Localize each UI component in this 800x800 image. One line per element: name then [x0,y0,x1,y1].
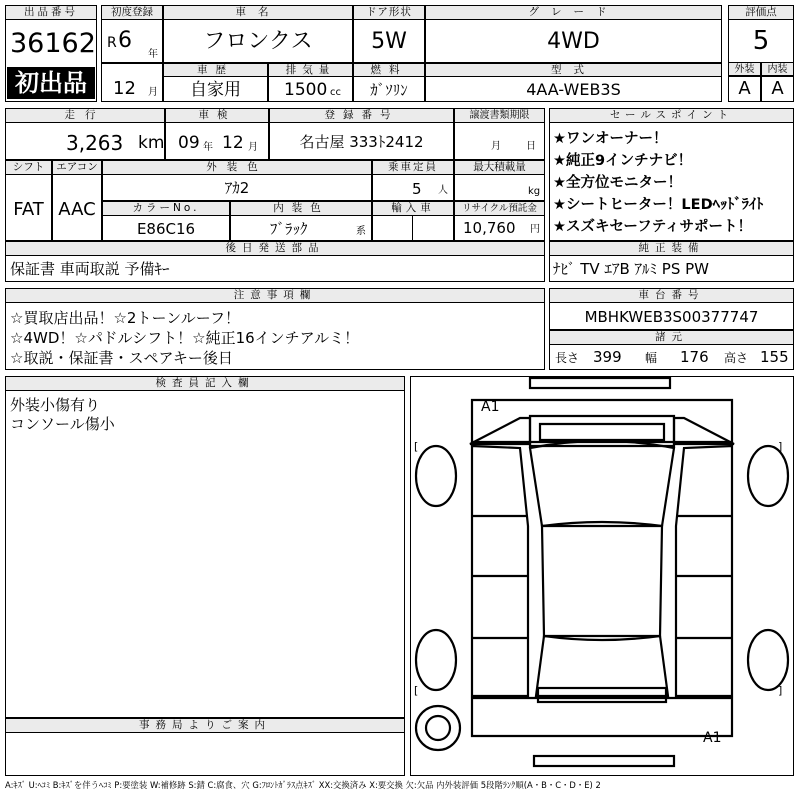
inspector-notes [10,396,115,434]
front-edge-strip [530,378,670,388]
interior-color: ﾌﾞﾗｯｸ [270,220,308,238]
displacement-unit: cc [330,87,341,98]
first-registration-year: 6 [118,28,132,53]
year-unit: 年 [148,49,158,60]
note-line: ☆取説・保証書・スペアキー後日 [10,349,233,367]
rear-bumper-outline [472,698,732,736]
standard-equipment-label: 純正装備 [549,241,794,256]
width-value: 176 [680,348,709,366]
first-listing-badge: 初出品 [7,67,95,99]
recycle-value: 10,760 [463,219,516,237]
wheel-front-right [748,446,788,506]
svg-text:]: ] [778,684,783,697]
import-label: 輸入車 [372,201,454,216]
note-line: ☆買取店出品！☆2トーンルーフ！ [10,309,241,327]
transfer-deadline-label: 譲渡書類期限 [454,108,545,123]
left-side [472,446,528,696]
selling-points-label: セールスポイント [549,108,794,123]
history-value: 自家用 [190,79,241,100]
front-right-corner [674,418,734,444]
selling-points-list [553,128,763,238]
interior-color-unit: 系 [356,226,366,237]
length-label: 長さ [555,351,580,365]
aircon-value: AAC [58,198,96,220]
transfer-day-unit: 日 [526,141,536,152]
length-value: 399 [593,348,622,366]
svg-text:[: [ [414,684,419,697]
capacity-unit: 人 [438,185,448,196]
mileage-unit: km [138,133,165,153]
hood-inner [540,424,664,440]
history-label: 車歴 [163,63,268,77]
color-no: E86C16 [136,219,196,238]
fuel-label: 燃料 [353,63,425,77]
selling-point-item: ★全方位モニター！ [553,175,682,191]
damage-mark-rear: A1 [703,730,722,746]
interior-score-label: 内装 [761,62,794,76]
registration-label: 登録番号 [269,108,454,123]
right-side [676,446,732,696]
selling-point-item: ★純正9インチナビ！ [553,153,693,169]
import-divider [412,216,413,241]
exterior-color-label: 外装色 [102,160,372,175]
wheel-rear-left [416,630,456,690]
inspection-month: 12 [222,133,244,153]
width-label: 幅 [645,351,658,365]
inspection-year-unit: 年 [203,142,213,153]
month-unit: 月 [148,87,158,98]
door-label: ドア形状 [353,5,425,20]
notes-label: 注意事項欄 [5,288,545,303]
rear-edge-strip [534,756,674,766]
office-label: 事務局よりご案内 [5,718,405,733]
door-type: 5W [371,29,407,54]
first-registration-label: 初度登録 [101,5,163,20]
dimensions-label: 諸元 [549,330,794,345]
displacement-value: 1500 [284,80,328,100]
later-parts: 保証書 車両取説 予備ｷｰ [10,260,170,278]
front-bumper-outline [472,400,732,442]
fuel-value: ｶﾞｿﾘﾝ [370,80,408,99]
shift-label: シフト [5,160,52,175]
front-left-corner [470,418,530,444]
wheel-rear-right [748,630,788,690]
interior-score: A [771,78,784,99]
score-label: 評価点 [728,5,794,20]
svg-text:]: ] [778,440,783,453]
shift-value: FAT [13,198,44,220]
wheel-front-left [416,446,456,506]
later-parts-label: 後日発送部品 [5,241,545,256]
height-label: 高さ [724,351,749,365]
selling-point-item: ★スズキセーフティサポート！ [553,219,753,235]
inspector-label: 検査員記入欄 [5,376,405,391]
car-name-label: 車名 [163,5,353,20]
roof [542,526,662,636]
notes-text [10,308,359,368]
mileage-value: 3,263 [66,131,124,155]
selling-point-item: ★シートヒーター！LEDﾍｯﾄﾞﾗｲﾄ [553,197,764,213]
height-value: 155 [760,348,789,366]
exterior-score-label: 外装 [728,62,761,76]
lot-number-label: 出品番号 [5,5,97,20]
color-no-label: カラーNo. [102,201,230,216]
chassis-number: MBHKWEB3S00377747 [584,307,759,326]
lot-number: 36162 [10,28,96,59]
note-line: ☆4WD！☆パドルシフト！☆純正16インチアルミ！ [10,329,360,347]
transfer-month-unit: 月 [491,141,501,152]
grade-value: 4WD [547,29,600,54]
capacity-value: 5 [412,180,422,198]
inspector-line: 外装小傷有り [10,396,101,414]
score-value: 5 [752,26,770,56]
recycle-unit: 円 [530,224,540,235]
aircon-label: エアコン [52,160,102,175]
chassis-label: 車台番号 [549,288,794,303]
exterior-color: ｱｶ2 [224,179,250,197]
windshield [530,441,674,526]
grade-label: グレード [425,5,722,20]
standard-equipment: ﾅﾋﾞ TV ｴｱB ｱﾙﾐ PS PW [553,260,709,278]
max-load-unit: kg [528,186,541,197]
mileage-label: 走行 [5,108,165,123]
interior-color-label: 内装色 [230,201,372,216]
capacity-label: 乗車定員 [372,160,454,175]
legend-text: A:ｷｽﾞ U:ﾍｺﾐ B:ｷｽﾞを伴うﾍｺﾐ P:要塗装 W:補修跡 S:錆 C:腐食、穴 G:ﾌﾛﾝﾄｶﾞﾗｽ点ｷｽﾞ XX:交換済み X:要交換 欠:欠品 内外装評価 5段階ﾗﾝｸ順(A・B・C・D・E) 2 [5,780,601,790]
exterior-score: A [738,78,751,99]
spare-wheel [416,706,460,750]
max-load-label: 最大積載量 [454,160,545,175]
model-label: 型式 [425,63,722,77]
inspector-line: コンソール傷小 [10,415,115,433]
first-registration-month: 12 [113,78,136,99]
damage-mark-front: A1 [481,399,500,415]
selling-point-item: ★ワンオーナー！ [553,131,668,147]
inspection-year: 09 [178,133,200,153]
inspection-month-unit: 月 [248,142,258,153]
car-diagram [410,376,794,776]
svg-text:[: [ [414,440,419,453]
recycle-label: リサイクル預託金 [454,201,545,216]
registration-number: 名古屋 333ﾄ2412 [299,132,424,151]
era-letter: R [107,35,117,51]
displacement-label: 排気量 [268,63,353,77]
car-name: フロンクス [203,29,313,54]
model-value: 4AA-WEB3S [526,80,621,99]
inspection-label: 車検 [165,108,269,123]
